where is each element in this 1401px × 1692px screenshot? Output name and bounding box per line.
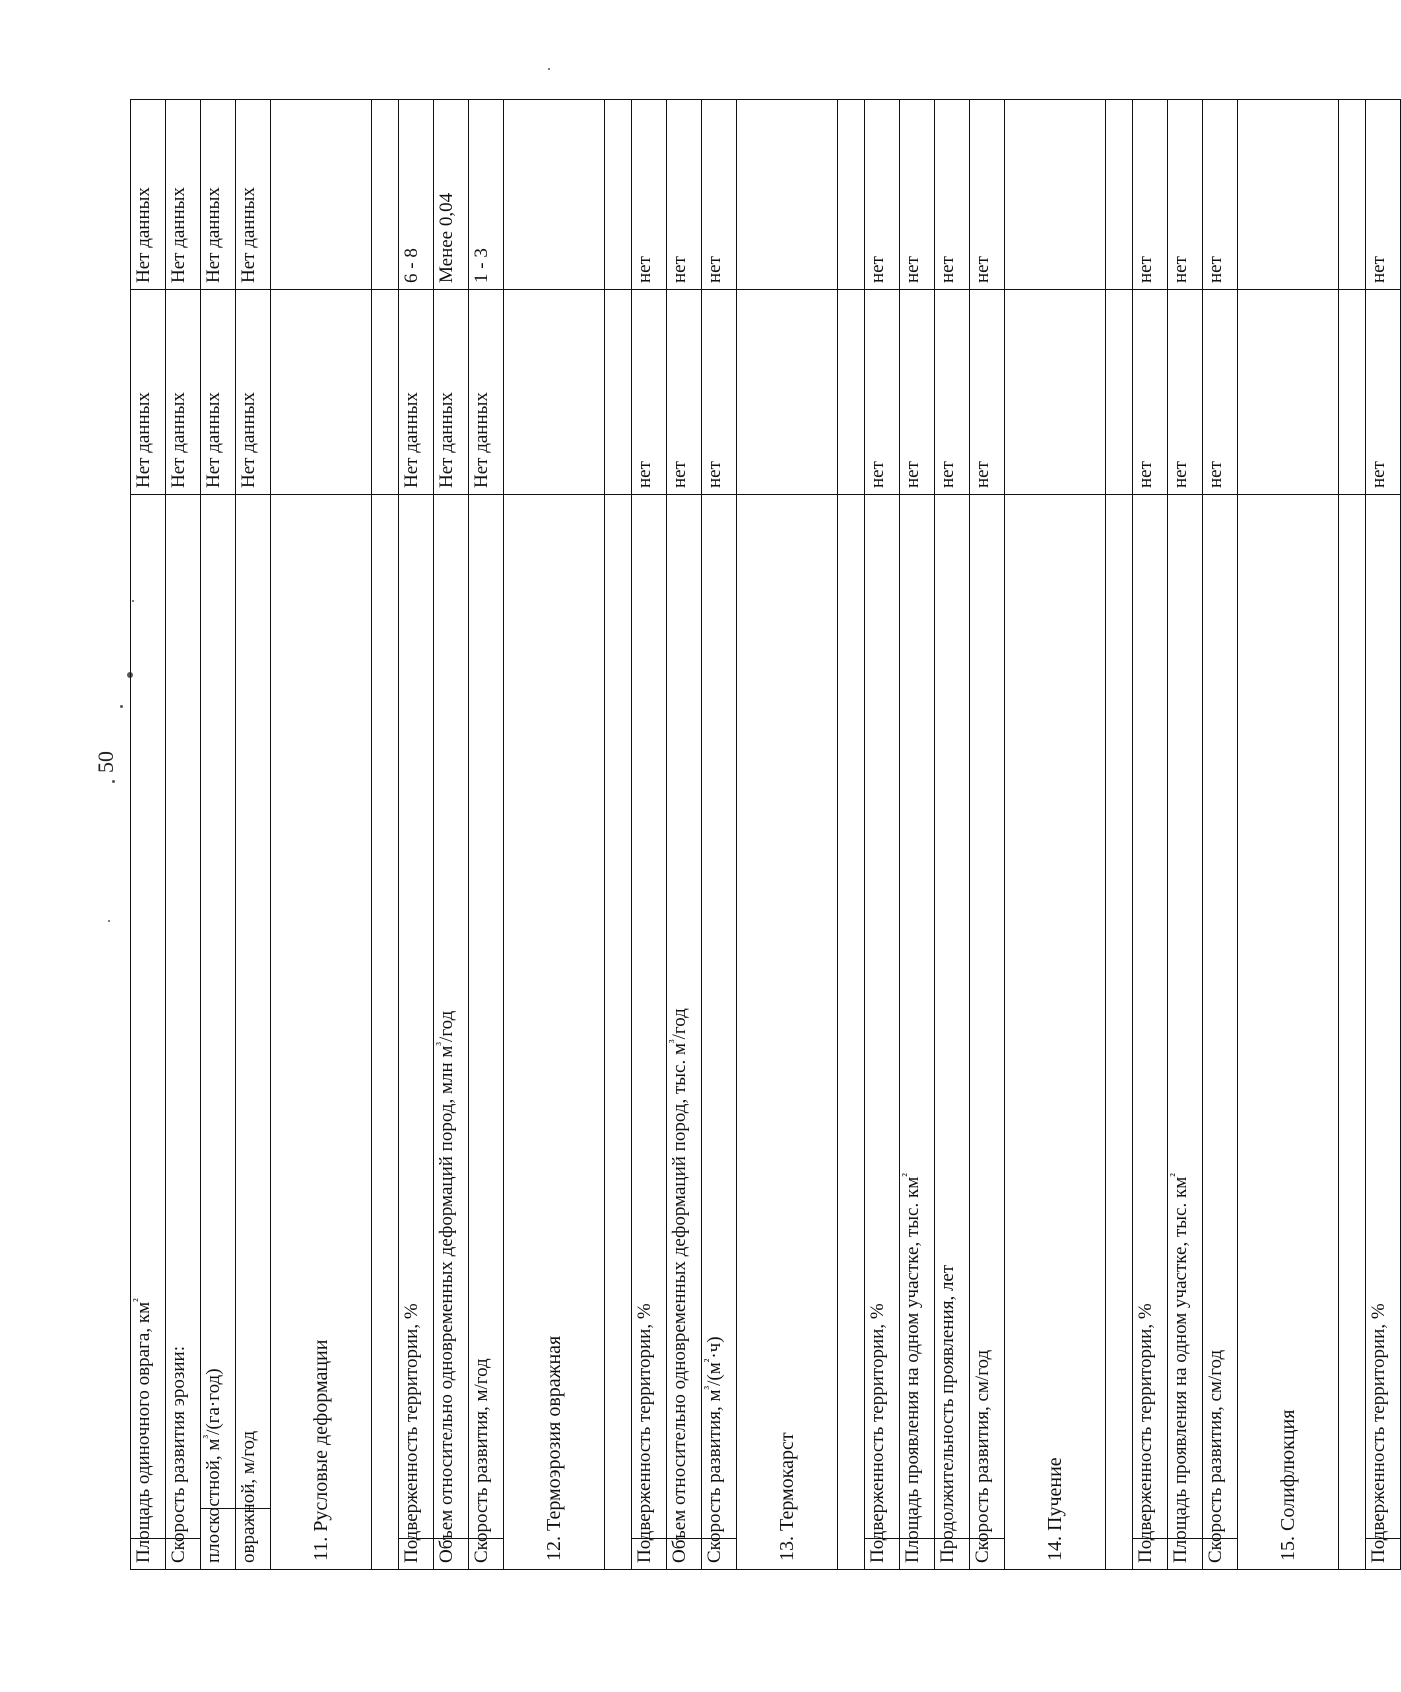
value-cell-col3: Нет данных	[131, 100, 166, 290]
empty-cell	[605, 290, 632, 495]
indent-column	[469, 1538, 503, 1569]
section-row	[1238, 100, 1339, 1570]
indent-column	[702, 1538, 736, 1569]
row-label: Скорость развития, м/год	[471, 1358, 492, 1563]
empty-cell	[504, 290, 605, 495]
table-row	[900, 100, 935, 1570]
row-label-cell	[236, 495, 271, 1570]
section-title: 11. Русловые деформации	[271, 495, 372, 1570]
value-cell-col2: нет	[1203, 290, 1238, 495]
empty-cell	[1238, 290, 1339, 495]
empty-cell	[271, 100, 372, 290]
rotated-page-content	[130, 100, 1389, 1570]
table-row	[935, 100, 970, 1570]
table-body	[131, 100, 1401, 1570]
value-cell-col2: Нет данных	[236, 290, 271, 495]
table-row	[236, 100, 271, 1570]
value-cell-col2: нет	[970, 290, 1005, 495]
row-label-cell	[399, 495, 434, 1570]
empty-cell	[504, 100, 605, 290]
indent-column	[166, 1538, 200, 1569]
section-row	[1005, 100, 1106, 1570]
empty-cell	[838, 100, 865, 290]
scan-speck	[120, 705, 123, 708]
table-row	[1203, 100, 1238, 1570]
row-label: Скорость развития, см/год	[1205, 1349, 1226, 1563]
value-cell-col2: нет	[702, 290, 737, 495]
indent-column	[865, 1538, 899, 1569]
row-label-cell	[970, 495, 1005, 1570]
row-label-cell	[1203, 495, 1238, 1570]
indent-column	[131, 1538, 165, 1569]
row-label: Скорость развития, см/год	[972, 1349, 993, 1563]
value-cell-col2: нет	[1168, 290, 1203, 495]
value-cell-col3: нет	[935, 100, 970, 290]
value-cell-col3: Нет данных	[201, 100, 236, 290]
row-label-cell	[702, 495, 737, 1570]
value-cell-col2: нет	[667, 290, 702, 495]
table-row	[166, 100, 201, 1570]
value-cell-col2: нет	[935, 290, 970, 495]
indent-column	[201, 1508, 235, 1569]
row-label: Подверженность территории, %	[1135, 1303, 1156, 1563]
scan-speck	[548, 68, 550, 70]
row-label: Подверженность территории, %	[1368, 1303, 1389, 1563]
value-cell-col3: нет	[1366, 100, 1401, 290]
empty-cell	[1339, 495, 1366, 1570]
value-cell-col3: нет	[865, 100, 900, 290]
empty-cell	[737, 100, 838, 290]
indent-column	[667, 1538, 701, 1569]
row-label-cell	[201, 495, 236, 1570]
value-cell-col3: Нет данных	[236, 100, 271, 290]
table-row	[201, 100, 236, 1570]
row-label: Площадь одиночного оврага, $км^{^2}$	[130, 1298, 154, 1563]
indent-column	[1133, 1538, 1167, 1569]
empty-cell	[737, 290, 838, 495]
value-cell-col3: Менее 0,04	[434, 100, 469, 290]
spacer-row	[605, 100, 632, 1570]
row-label: Скорость развития эрозии:	[168, 1345, 189, 1563]
value-cell-col2: нет	[1133, 290, 1168, 495]
row-label: Объем относительно одновременных деформаций пород, тыс. $м^{^3}$/год	[666, 1008, 690, 1563]
row-label-cell	[131, 495, 166, 1570]
row-label-cell	[469, 495, 504, 1570]
table-row	[434, 100, 469, 1570]
table-row	[469, 100, 504, 1570]
section-title: 13. Термокарст	[737, 495, 838, 1570]
indent-column	[1168, 1538, 1202, 1569]
value-cell-col3: нет	[970, 100, 1005, 290]
empty-cell	[605, 100, 632, 290]
value-cell-col3: Нет данных	[166, 100, 201, 290]
row-label: Подверженность территории, %	[867, 1303, 888, 1563]
table-row	[1366, 100, 1401, 1570]
row-label: Подверженность территории, %	[634, 1303, 655, 1563]
indent-column	[970, 1538, 1004, 1569]
indent-column	[1366, 1538, 1400, 1569]
table-row	[399, 100, 434, 1570]
row-label-cell	[1168, 495, 1203, 1570]
row-label-cell	[667, 495, 702, 1570]
empty-cell	[838, 290, 865, 495]
empty-cell	[372, 495, 399, 1570]
value-cell-col3: 6 - 8	[399, 100, 434, 290]
row-label: Объем относительно одновременных деформаций пород, млн $м^{^3}$/год	[433, 1010, 457, 1563]
empty-cell	[372, 100, 399, 290]
table-row	[1133, 100, 1168, 1570]
row-label: плоскостной, $м^{^3}/(га\cdot год)$	[200, 1368, 224, 1563]
value-cell-col3: нет	[667, 100, 702, 290]
data-table	[130, 99, 1401, 1570]
value-cell-col2: Нет данных	[201, 290, 236, 495]
value-cell-col3: нет	[702, 100, 737, 290]
indent-column	[900, 1538, 934, 1569]
value-cell-col3: нет	[1203, 100, 1238, 290]
indent-column	[434, 1538, 468, 1569]
empty-cell	[1339, 100, 1366, 290]
empty-cell	[838, 495, 865, 1570]
empty-cell	[1005, 100, 1106, 290]
empty-cell	[1106, 100, 1133, 290]
value-cell-col2: Нет данных	[131, 290, 166, 495]
indent-column	[236, 1508, 270, 1569]
spacer-row	[1339, 100, 1366, 1570]
spacer-row	[1106, 100, 1133, 1570]
empty-cell	[372, 290, 399, 495]
section-row	[737, 100, 838, 1570]
row-label-cell	[935, 495, 970, 1570]
row-label: Скорость развития, $м^{^3}/(м^{^2}\cdot ч)$	[701, 1336, 725, 1563]
value-cell-col3: нет	[632, 100, 667, 290]
value-cell-col2: нет	[865, 290, 900, 495]
table-row	[131, 100, 166, 1570]
section-row	[504, 100, 605, 1570]
row-label-cell	[900, 495, 935, 1570]
table-row	[1168, 100, 1203, 1570]
row-label-cell	[166, 495, 201, 1570]
value-cell-col2: Нет данных	[469, 290, 504, 495]
empty-cell	[1106, 290, 1133, 495]
row-label-cell	[1133, 495, 1168, 1570]
scan-speck	[112, 780, 115, 783]
indent-column	[632, 1538, 666, 1569]
row-label: Продолжительность проявления, лет	[937, 1264, 958, 1563]
empty-cell	[1238, 100, 1339, 290]
page-number: 50	[93, 751, 118, 773]
indent-column	[1203, 1538, 1237, 1569]
value-cell-col3: 1 - 3	[469, 100, 504, 290]
value-cell-col3: нет	[900, 100, 935, 290]
section-title: 15. Солифлюкция	[1238, 495, 1339, 1570]
table-row	[865, 100, 900, 1570]
row-label-cell	[865, 495, 900, 1570]
value-cell-col3: нет	[1133, 100, 1168, 290]
spacer-row	[838, 100, 865, 1570]
table-row	[702, 100, 737, 1570]
row-label: овражной, м/год	[238, 1430, 259, 1563]
table-row	[667, 100, 702, 1570]
section-title: 14. Пучение	[1005, 495, 1106, 1570]
value-cell-col2: Нет данных	[434, 290, 469, 495]
row-label-cell	[1366, 495, 1401, 1570]
scan-speck	[108, 920, 110, 922]
empty-cell	[1106, 495, 1133, 1570]
value-cell-col2: нет	[632, 290, 667, 495]
spacer-row	[372, 100, 399, 1570]
empty-cell	[1339, 290, 1366, 495]
row-label-cell	[434, 495, 469, 1570]
indent-column	[399, 1538, 433, 1569]
section-title: 12. Термоэрозия овражная	[504, 495, 605, 1570]
table-row	[632, 100, 667, 1570]
table-row	[970, 100, 1005, 1570]
value-cell-col2: нет	[1366, 290, 1401, 495]
section-row	[271, 100, 372, 1570]
row-label: Площадь проявления на одном участке, тыс. $км^{^2}$	[1167, 1173, 1191, 1563]
empty-cell	[1005, 290, 1106, 495]
row-label-cell	[632, 495, 667, 1570]
value-cell-col2: Нет данных	[399, 290, 434, 495]
indent-column	[935, 1538, 969, 1569]
value-cell-col2: нет	[900, 290, 935, 495]
empty-cell	[605, 495, 632, 1570]
row-label: Площадь проявления на одном участке, тыс. $км^{^2}$	[899, 1173, 923, 1563]
value-cell-col2: Нет данных	[166, 290, 201, 495]
empty-cell	[271, 290, 372, 495]
row-label: Подверженность территории, %	[401, 1303, 422, 1563]
value-cell-col3: нет	[1168, 100, 1203, 290]
